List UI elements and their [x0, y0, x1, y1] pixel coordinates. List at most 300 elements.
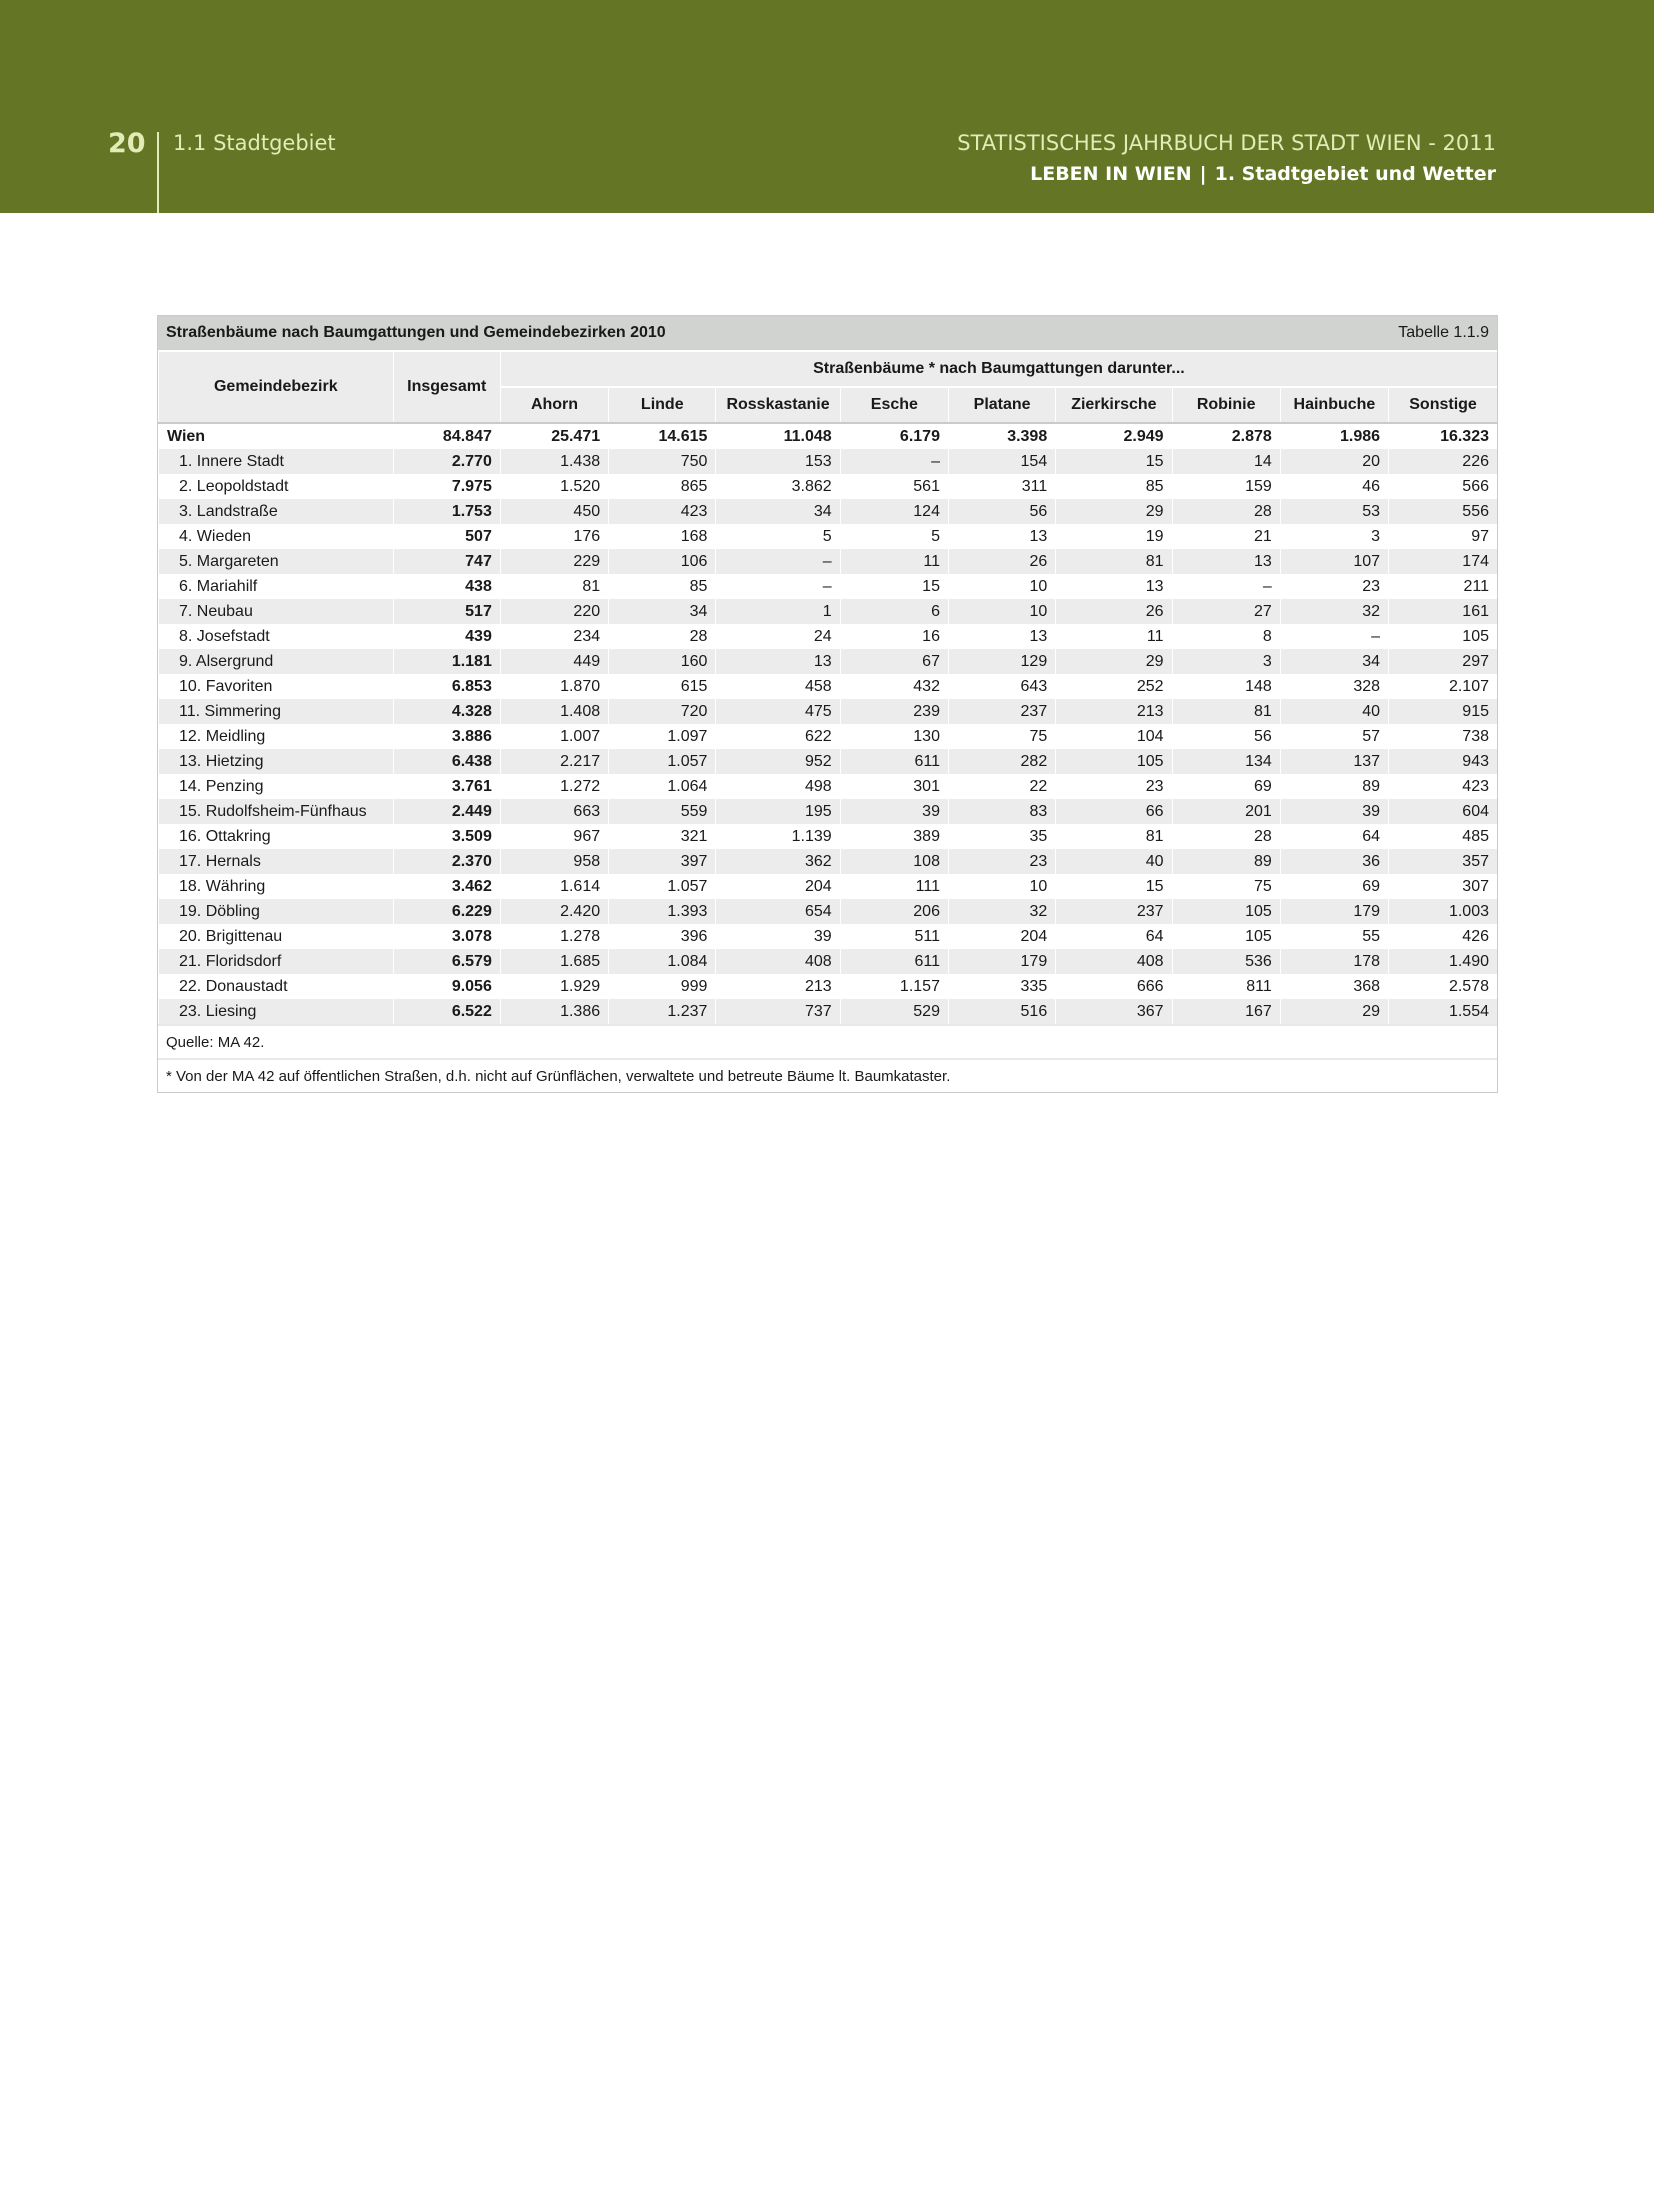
column-header-linde: Linde — [609, 387, 716, 423]
species-count-cell: 498 — [716, 774, 840, 799]
species-count-cell: 311 — [948, 474, 1055, 499]
header-banner — [0, 0, 1654, 213]
species-count-cell: 26 — [948, 549, 1055, 574]
table-source: Quelle: MA 42. — [158, 1024, 1497, 1058]
table-row — [159, 949, 1498, 974]
species-count-cell: 1.157 — [840, 974, 948, 999]
species-count-cell: 174 — [1389, 549, 1497, 574]
total-cell: 3.462 — [393, 874, 500, 899]
species-count-cell: 282 — [948, 749, 1055, 774]
species-count-cell: 75 — [1172, 874, 1280, 899]
species-count-cell: 643 — [948, 674, 1055, 699]
species-count-cell: 13 — [948, 624, 1055, 649]
species-count-cell: 39 — [840, 799, 948, 824]
species-count-cell: 22 — [948, 774, 1055, 799]
species-count-cell: 220 — [500, 599, 608, 624]
species-count-cell: 32 — [1280, 599, 1388, 624]
table-row — [159, 599, 1498, 624]
table-footnote: * Von der MA 42 auf öffentlichen Straßen, d.h. nicht auf Grünflächen, verwaltete und betreute Bäume lt. Baumkataster. — [158, 1058, 1497, 1092]
species-count-cell: 237 — [948, 699, 1055, 724]
species-count-cell: 23 — [948, 849, 1055, 874]
table-row — [159, 574, 1498, 599]
species-count-cell: 56 — [948, 499, 1055, 524]
species-count-cell: 20 — [1280, 449, 1388, 474]
species-count-cell: 35 — [948, 824, 1055, 849]
species-count-cell: 252 — [1056, 674, 1172, 699]
species-count-cell: 204 — [948, 924, 1055, 949]
species-count-cell: 83 — [948, 799, 1055, 824]
table-row — [159, 499, 1498, 524]
chapter-separator: | — [1199, 163, 1207, 185]
district-name-cell: 4. Wieden — [159, 524, 394, 549]
species-count-cell: 1.097 — [609, 724, 716, 749]
species-count-cell: 16 — [840, 624, 948, 649]
species-count-cell: 2.217 — [500, 749, 608, 774]
species-count-cell: 53 — [1280, 499, 1388, 524]
species-count-cell: 397 — [609, 849, 716, 874]
district-name-cell: 14. Penzing — [159, 774, 394, 799]
total-cell: 1.181 — [393, 649, 500, 674]
species-count-cell: 34 — [716, 499, 840, 524]
species-count-cell: 154 — [948, 449, 1055, 474]
species-count-cell: 11 — [1056, 624, 1172, 649]
district-name-cell: 2. Leopoldstadt — [159, 474, 394, 499]
species-count-cell: 24 — [716, 624, 840, 649]
species-count-cell: – — [1172, 574, 1280, 599]
species-count-cell: 40 — [1280, 699, 1388, 724]
species-count-cell: 396 — [609, 924, 716, 949]
species-count-cell: 28 — [1172, 824, 1280, 849]
species-count-cell: 811 — [1172, 974, 1280, 999]
species-count-cell: 85 — [1056, 474, 1172, 499]
species-count-cell: 161 — [1389, 599, 1497, 624]
species-count-cell: 362 — [716, 849, 840, 874]
district-name-cell: 9. Alsergrund — [159, 649, 394, 674]
species-count-cell: 106 — [609, 549, 716, 574]
species-count-cell: 153 — [716, 449, 840, 474]
species-count-cell: 39 — [1280, 799, 1388, 824]
species-count-cell: 32 — [948, 899, 1055, 924]
species-count-cell: 1.003 — [1389, 899, 1497, 924]
table-title: Straßenbäume nach Baumgattungen und Gemeindebezirken 2010 — [166, 324, 666, 341]
species-count-cell: 307 — [1389, 874, 1497, 899]
district-name-cell: 18. Währing — [159, 874, 394, 899]
total-cell: 1.753 — [393, 499, 500, 524]
species-count-cell: 27 — [1172, 599, 1280, 624]
species-count-cell: 611 — [840, 949, 948, 974]
species-count-cell: 11 — [840, 549, 948, 574]
species-count-cell: 89 — [1172, 849, 1280, 874]
species-count-cell: 458 — [716, 674, 840, 699]
species-count-cell: 5 — [840, 524, 948, 549]
species-count-cell: 449 — [500, 649, 608, 674]
species-count-cell: 13 — [716, 649, 840, 674]
total-cell: 84.847 — [393, 423, 500, 449]
district-name-cell: 16. Ottakring — [159, 824, 394, 849]
table-row — [159, 774, 1498, 799]
species-count-cell: 211 — [1389, 574, 1497, 599]
species-count-cell: 237 — [1056, 899, 1172, 924]
species-count-cell: 654 — [716, 899, 840, 924]
table-title-bar — [158, 316, 1497, 350]
species-count-cell: 13 — [1056, 574, 1172, 599]
total-cell: 438 — [393, 574, 500, 599]
chapter-right: 1. Stadtgebiet und Wetter — [1214, 163, 1496, 185]
column-header-robinie: Robinie — [1172, 387, 1280, 423]
total-cell: 3.761 — [393, 774, 500, 799]
species-count-cell: 750 — [609, 449, 716, 474]
species-count-cell: 107 — [1280, 549, 1388, 574]
yearbook-title: STATISTISCHES JAHRBUCH DER STADT WIEN - 2011 — [957, 131, 1496, 155]
species-count-cell: 26 — [1056, 599, 1172, 624]
species-count-cell: 389 — [840, 824, 948, 849]
column-header-district: Gemeindebezirk — [159, 351, 394, 423]
data-table — [158, 350, 1497, 1024]
species-count-cell: 81 — [1056, 549, 1172, 574]
total-cell: 2.449 — [393, 799, 500, 824]
species-count-cell: 239 — [840, 699, 948, 724]
district-name-cell: 23. Liesing — [159, 999, 394, 1024]
district-name-cell: 12. Meidling — [159, 724, 394, 749]
table-row — [159, 724, 1498, 749]
species-count-cell: 1.057 — [609, 749, 716, 774]
species-count-cell: 167 — [1172, 999, 1280, 1024]
species-count-cell: 958 — [500, 849, 608, 874]
species-count-cell: 2.107 — [1389, 674, 1497, 699]
table-row — [159, 899, 1498, 924]
species-count-cell: 179 — [1280, 899, 1388, 924]
species-count-cell: 14.615 — [609, 423, 716, 449]
species-count-cell: 408 — [716, 949, 840, 974]
species-count-cell: 1.278 — [500, 924, 608, 949]
table-row — [159, 524, 1498, 549]
species-count-cell: 124 — [840, 499, 948, 524]
species-count-cell: 19 — [1056, 524, 1172, 549]
species-count-cell: 1.685 — [500, 949, 608, 974]
species-count-cell: 11.048 — [716, 423, 840, 449]
species-count-cell: 328 — [1280, 674, 1388, 699]
species-count-cell: 204 — [716, 874, 840, 899]
district-name-cell: 21. Floridsdorf — [159, 949, 394, 974]
table-row — [159, 624, 1498, 649]
total-cell: 3.509 — [393, 824, 500, 849]
chapter-title — [1030, 163, 1496, 185]
species-count-cell: – — [716, 549, 840, 574]
species-count-cell: 1 — [716, 599, 840, 624]
species-count-cell: 720 — [609, 699, 716, 724]
species-count-cell: 34 — [1280, 649, 1388, 674]
total-cell: 507 — [393, 524, 500, 549]
species-count-cell: 408 — [1056, 949, 1172, 974]
species-count-cell: 15 — [1056, 449, 1172, 474]
species-count-cell: 23 — [1280, 574, 1388, 599]
species-count-cell: 3 — [1172, 649, 1280, 674]
species-count-cell: 6 — [840, 599, 948, 624]
header-divider — [157, 132, 159, 213]
species-count-cell: 66 — [1056, 799, 1172, 824]
table-row — [159, 824, 1498, 849]
species-count-cell: – — [1280, 624, 1388, 649]
species-count-cell: 529 — [840, 999, 948, 1024]
species-count-cell: 67 — [840, 649, 948, 674]
species-count-cell: 10 — [948, 574, 1055, 599]
species-count-cell: 357 — [1389, 849, 1497, 874]
district-name-cell: 20. Brigittenau — [159, 924, 394, 949]
total-cell: 517 — [393, 599, 500, 624]
species-count-cell: 226 — [1389, 449, 1497, 474]
total-cell: 3.078 — [393, 924, 500, 949]
species-count-cell: 1.520 — [500, 474, 608, 499]
species-count-cell: 301 — [840, 774, 948, 799]
species-count-cell: 321 — [609, 824, 716, 849]
species-count-cell: 34 — [609, 599, 716, 624]
table-row — [159, 674, 1498, 699]
table-row — [159, 799, 1498, 824]
species-count-cell: 604 — [1389, 799, 1497, 824]
species-count-cell: 160 — [609, 649, 716, 674]
species-count-cell: 159 — [1172, 474, 1280, 499]
district-name-cell: 13. Hietzing — [159, 749, 394, 774]
column-header-zierkirsche: Zierkirsche — [1056, 387, 1172, 423]
species-count-cell: 213 — [716, 974, 840, 999]
species-count-cell: 29 — [1280, 999, 1388, 1024]
species-count-cell: 1.272 — [500, 774, 608, 799]
species-count-cell: 105 — [1172, 924, 1280, 949]
species-count-cell: 64 — [1056, 924, 1172, 949]
species-count-cell: 622 — [716, 724, 840, 749]
column-header-platane: Platane — [948, 387, 1055, 423]
species-count-cell: 28 — [609, 624, 716, 649]
column-header-total: Insgesamt — [393, 351, 500, 423]
species-count-cell: 10 — [948, 874, 1055, 899]
district-name-cell: 6. Mariahilf — [159, 574, 394, 599]
species-count-cell: 536 — [1172, 949, 1280, 974]
total-cell: 747 — [393, 549, 500, 574]
chapter-left: LEBEN IN WIEN — [1030, 163, 1192, 185]
species-count-cell: 511 — [840, 924, 948, 949]
species-count-cell: 206 — [840, 899, 948, 924]
table-row — [159, 699, 1498, 724]
total-cell: 7.975 — [393, 474, 500, 499]
species-count-cell: 105 — [1172, 899, 1280, 924]
species-count-cell: 516 — [948, 999, 1055, 1024]
species-count-cell: 1.554 — [1389, 999, 1497, 1024]
species-count-cell: 611 — [840, 749, 948, 774]
species-count-cell: 915 — [1389, 699, 1497, 724]
species-count-cell: 81 — [1172, 699, 1280, 724]
species-count-cell: 367 — [1056, 999, 1172, 1024]
tree-statistics-table — [157, 315, 1498, 1093]
species-count-cell: 55 — [1280, 924, 1388, 949]
species-count-cell: 25.471 — [500, 423, 608, 449]
species-count-cell: 6.179 — [840, 423, 948, 449]
species-count-cell: 3.862 — [716, 474, 840, 499]
species-count-cell: 3 — [1280, 524, 1388, 549]
species-count-cell: 1.490 — [1389, 949, 1497, 974]
species-count-cell: 999 — [609, 974, 716, 999]
species-count-cell: 423 — [609, 499, 716, 524]
species-count-cell: 195 — [716, 799, 840, 824]
table-row — [159, 549, 1498, 574]
district-name-cell: 17. Hernals — [159, 849, 394, 874]
species-count-cell: 2.420 — [500, 899, 608, 924]
species-count-cell: 176 — [500, 524, 608, 549]
species-count-cell: – — [840, 449, 948, 474]
table-row — [159, 423, 1498, 449]
species-count-cell: 21 — [1172, 524, 1280, 549]
species-count-cell: 559 — [609, 799, 716, 824]
species-count-cell: 39 — [716, 924, 840, 949]
column-header-hainbuche: Hainbuche — [1280, 387, 1388, 423]
total-cell: 2.370 — [393, 849, 500, 874]
species-count-cell: 663 — [500, 799, 608, 824]
species-count-cell: 201 — [1172, 799, 1280, 824]
total-cell: 4.328 — [393, 699, 500, 724]
species-count-cell: – — [716, 574, 840, 599]
species-count-cell: 432 — [840, 674, 948, 699]
species-count-cell: 15 — [840, 574, 948, 599]
species-count-cell: 615 — [609, 674, 716, 699]
species-count-cell: 108 — [840, 849, 948, 874]
species-count-cell: 737 — [716, 999, 840, 1024]
species-count-cell: 29 — [1056, 649, 1172, 674]
species-count-cell: 1.614 — [500, 874, 608, 899]
district-name-cell: 8. Josefstadt — [159, 624, 394, 649]
species-count-cell: 1.870 — [500, 674, 608, 699]
species-count-cell: 15 — [1056, 874, 1172, 899]
species-count-cell: 229 — [500, 549, 608, 574]
page-number: 20 — [108, 128, 146, 159]
species-count-cell: 104 — [1056, 724, 1172, 749]
table-row — [159, 649, 1498, 674]
column-group-header: Straßenbäume * nach Baumgattungen darunter... — [500, 351, 1497, 387]
species-count-cell: 64 — [1280, 824, 1388, 849]
species-count-cell: 943 — [1389, 749, 1497, 774]
species-count-cell: 475 — [716, 699, 840, 724]
species-count-cell: 81 — [500, 574, 608, 599]
column-header-sonstige: Sonstige — [1389, 387, 1497, 423]
total-cell: 2.770 — [393, 449, 500, 474]
species-count-cell: 297 — [1389, 649, 1497, 674]
species-count-cell: 46 — [1280, 474, 1388, 499]
species-count-cell: 23 — [1056, 774, 1172, 799]
species-count-cell: 1.929 — [500, 974, 608, 999]
species-count-cell: 97 — [1389, 524, 1497, 549]
species-count-cell: 28 — [1172, 499, 1280, 524]
species-count-cell: 485 — [1389, 824, 1497, 849]
species-count-cell: 36 — [1280, 849, 1388, 874]
species-count-cell: 56 — [1172, 724, 1280, 749]
species-count-cell: 566 — [1389, 474, 1497, 499]
species-count-cell: 89 — [1280, 774, 1388, 799]
total-cell: 6.438 — [393, 749, 500, 774]
species-count-cell: 130 — [840, 724, 948, 749]
species-count-cell: 1.057 — [609, 874, 716, 899]
table-row — [159, 474, 1498, 499]
district-name-cell: 10. Favoriten — [159, 674, 394, 699]
species-count-cell: 179 — [948, 949, 1055, 974]
table-id: Tabelle 1.1.9 — [1398, 324, 1489, 341]
table-row — [159, 449, 1498, 474]
species-count-cell: 13 — [1172, 549, 1280, 574]
species-count-cell: 967 — [500, 824, 608, 849]
species-count-cell: 81 — [1056, 824, 1172, 849]
table-row — [159, 974, 1498, 999]
table-row — [159, 849, 1498, 874]
species-count-cell: 1.986 — [1280, 423, 1388, 449]
district-name-cell: 22. Donaustadt — [159, 974, 394, 999]
species-count-cell: 561 — [840, 474, 948, 499]
species-count-cell: 952 — [716, 749, 840, 774]
district-name-cell: 15. Rudolfsheim-Fünfhaus — [159, 799, 394, 824]
column-header-rosskastanie: Rosskastanie — [716, 387, 840, 423]
species-count-cell: 69 — [1280, 874, 1388, 899]
species-count-cell: 3.398 — [948, 423, 1055, 449]
district-name-cell: Wien — [159, 423, 394, 449]
total-cell: 3.886 — [393, 724, 500, 749]
total-cell: 6.579 — [393, 949, 500, 974]
species-count-cell: 137 — [1280, 749, 1388, 774]
species-count-cell: 1.007 — [500, 724, 608, 749]
species-count-cell: 234 — [500, 624, 608, 649]
total-cell: 6.229 — [393, 899, 500, 924]
species-count-cell: 1.139 — [716, 824, 840, 849]
species-count-cell: 168 — [609, 524, 716, 549]
species-count-cell: 148 — [1172, 674, 1280, 699]
species-count-cell: 105 — [1056, 749, 1172, 774]
species-count-cell: 57 — [1280, 724, 1388, 749]
species-count-cell: 865 — [609, 474, 716, 499]
district-name-cell: 11. Simmering — [159, 699, 394, 724]
species-count-cell: 426 — [1389, 924, 1497, 949]
species-count-cell: 16.323 — [1389, 423, 1497, 449]
species-count-cell: 29 — [1056, 499, 1172, 524]
species-count-cell: 1.408 — [500, 699, 608, 724]
species-count-cell: 423 — [1389, 774, 1497, 799]
species-count-cell: 40 — [1056, 849, 1172, 874]
total-cell: 6.853 — [393, 674, 500, 699]
species-count-cell: 129 — [948, 649, 1055, 674]
species-count-cell: 738 — [1389, 724, 1497, 749]
species-count-cell: 8 — [1172, 624, 1280, 649]
species-count-cell: 111 — [840, 874, 948, 899]
species-count-cell: 134 — [1172, 749, 1280, 774]
species-count-cell: 178 — [1280, 949, 1388, 974]
table-row — [159, 999, 1498, 1024]
species-count-cell: 69 — [1172, 774, 1280, 799]
table-row — [159, 874, 1498, 899]
species-count-cell: 75 — [948, 724, 1055, 749]
column-header-esche: Esche — [840, 387, 948, 423]
district-name-cell: 1. Innere Stadt — [159, 449, 394, 474]
total-cell: 439 — [393, 624, 500, 649]
species-count-cell: 105 — [1389, 624, 1497, 649]
species-count-cell: 85 — [609, 574, 716, 599]
species-count-cell: 213 — [1056, 699, 1172, 724]
species-count-cell: 1.084 — [609, 949, 716, 974]
species-count-cell: 1.438 — [500, 449, 608, 474]
species-count-cell: 450 — [500, 499, 608, 524]
species-count-cell: 5 — [716, 524, 840, 549]
species-count-cell: 1.237 — [609, 999, 716, 1024]
total-cell: 9.056 — [393, 974, 500, 999]
species-count-cell: 2.878 — [1172, 423, 1280, 449]
species-count-cell: 2.949 — [1056, 423, 1172, 449]
species-count-cell: 10 — [948, 599, 1055, 624]
district-name-cell: 19. Döbling — [159, 899, 394, 924]
column-header-ahorn: Ahorn — [500, 387, 608, 423]
species-count-cell: 13 — [948, 524, 1055, 549]
